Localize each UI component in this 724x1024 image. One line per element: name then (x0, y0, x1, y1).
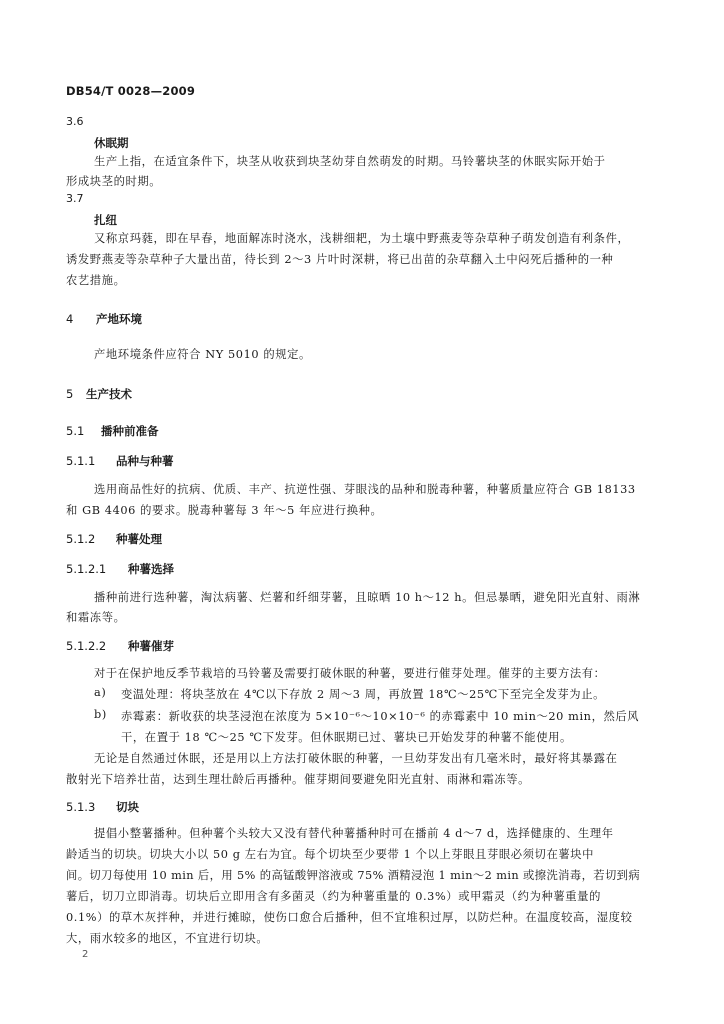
paragraph-line: 产地环境条件应符合 NY 5010 的规定。 (94, 348, 311, 361)
paragraph-line: 无论是自然通过休眠，还是用以上方法打破休眠的种薯，一旦幼芽发出有几毫米时，最好将其暴露在 (94, 752, 618, 765)
definition-line: 生产上指，在适宜条件下，块茎从收获到块茎幼芽自然萌发的时期。马铃薯块茎的休眠实际开始于 (94, 155, 606, 168)
paragraph-line: 间。切刀每使用 10 min 后，用 5% 的高锰酸钾溶液或 75% 酒精浸泡 1 min～2 min 或擦洗消毒，若切到病 (66, 869, 641, 882)
paragraph-line: 龄适当的切块。切块大小以 50 g 左右为宜。每个切块至少要带 1 个以上芽眼且芽眼必须切在薯块中 (66, 848, 595, 861)
paragraph-line: 0.1%）的草木灰拌种，并进行摊晾，使伤口愈合后播种，但不宜堆积过厚，以防烂种。在温度较高，湿度较 (66, 911, 633, 924)
paragraph-line: 和霜冻等。 (66, 611, 126, 624)
list-item-a-label: a) (94, 686, 107, 699)
section-heading-5-1 (66, 423, 159, 439)
section-number: 5 (66, 387, 74, 401)
section-number: 5.1.2.1 (66, 562, 107, 576)
paragraph-line: 薯后，切刀立即消毒。切块后立即用含有多菌灵（约为种薯重量的 0.3%）或甲霜灵（约为种薯重量的 (66, 890, 601, 903)
paragraph-line: 播种前进行选种薯，淘汰病薯、烂薯和纤细芽薯，且晾晒 10 h～12 h。但忌暴晒，避免阳光直射、雨淋 (94, 591, 641, 604)
section-heading-5-1-3 (66, 799, 139, 815)
definition-line: 农艺措施。 (66, 274, 126, 287)
section-heading-5-1-2-1 (66, 561, 174, 577)
definition-line: 形成块茎的时期。 (66, 175, 162, 188)
list-item-b-text: 赤霉素：新收获的块茎浸泡在浓度为 5×10⁻⁶～10×10⁻⁶ 的赤霉素中 10 min～20 min，然后风 (121, 710, 640, 723)
section-heading-5-1-2-2 (66, 638, 174, 654)
term-dormancy: 休眠期 (94, 136, 129, 150)
section-number: 5.1.1 (66, 454, 96, 468)
section-title: 生产技术 (86, 387, 132, 401)
definition-line: 又称京玛蕤，即在早春，地面解冻时浇水，浅耕细耙，为土壤中野燕麦等杂草种子萌发创造有利条件， (94, 232, 630, 245)
paragraph-line: 散射光下培养壮苗，达到生理壮龄后再播种。催芽期间要避免阳光直射、雨淋和霜冻等。 (66, 773, 530, 786)
list-item-b-label: b) (94, 708, 107, 721)
term-zhaniu: 扎纽 (94, 213, 117, 227)
paragraph-line: 对于在保护地反季节栽培的马铃薯及需要打破休眠的种薯，要进行催芽处理。催芽的主要方法有： (94, 667, 606, 680)
section-title: 播种前准备 (101, 424, 159, 438)
section-number: 5.1.2 (66, 532, 96, 546)
paragraph-line: 和 GB 4406 的要求。脱毒种薯每 3 年～5 年应进行换种。 (66, 504, 383, 517)
definition-line: 诱发野燕麦等杂草种子大量出苗，待长到 2～3 片叶时深耕，将已出苗的杂草翻入土中闷死后播种的一种 (66, 253, 614, 266)
page-number: 2 (82, 949, 89, 960)
section-title: 种薯选择 (128, 562, 174, 576)
section-number: 5.1 (66, 424, 85, 438)
paragraph-line: 提倡小整薯播种。但种薯个头较大又没有替代种薯播种时可在播前 4 d～7 d，选择健康的、生理年 (94, 827, 614, 840)
section-number: 5.1.3 (66, 800, 96, 814)
section-title: 种薯处理 (116, 532, 162, 546)
section-heading-5-1-1 (66, 453, 174, 469)
paragraph-line: 选用商品性好的抗病、优质、丰产、抗逆性强、芽眼浅的品种和脱毒种薯，种薯质量应符合 GB 18133 (94, 483, 636, 496)
paragraph-line: 大，雨水较多的地区，不宜进行切块。 (66, 932, 269, 945)
clause-number-3-7: 3.7 (66, 192, 84, 205)
section-heading-5-1-2 (66, 531, 162, 547)
section-heading-4 (66, 311, 142, 327)
section-heading-5 (66, 386, 132, 402)
list-item-b-text: 干，在置于 18 ℃～25 ℃下发芽。但休眠期已过、薯块已开始发芽的种薯不能使用。 (121, 731, 572, 744)
section-title: 种薯催芽 (128, 639, 174, 653)
section-title: 切块 (116, 800, 139, 814)
section-number: 5.1.2.2 (66, 639, 107, 653)
clause-number-3-6: 3.6 (66, 115, 84, 128)
section-title: 品种与种薯 (116, 454, 174, 468)
section-number: 4 (66, 312, 74, 326)
section-title: 产地环境 (96, 312, 142, 326)
list-item-a-text: 变温处理：将块茎放在 4℃以下存放 2 周～3 周，再放置 18℃～25℃下至完全发芽为止。 (121, 688, 605, 701)
document-code: DB54/T 0028—2009 (66, 84, 196, 98)
